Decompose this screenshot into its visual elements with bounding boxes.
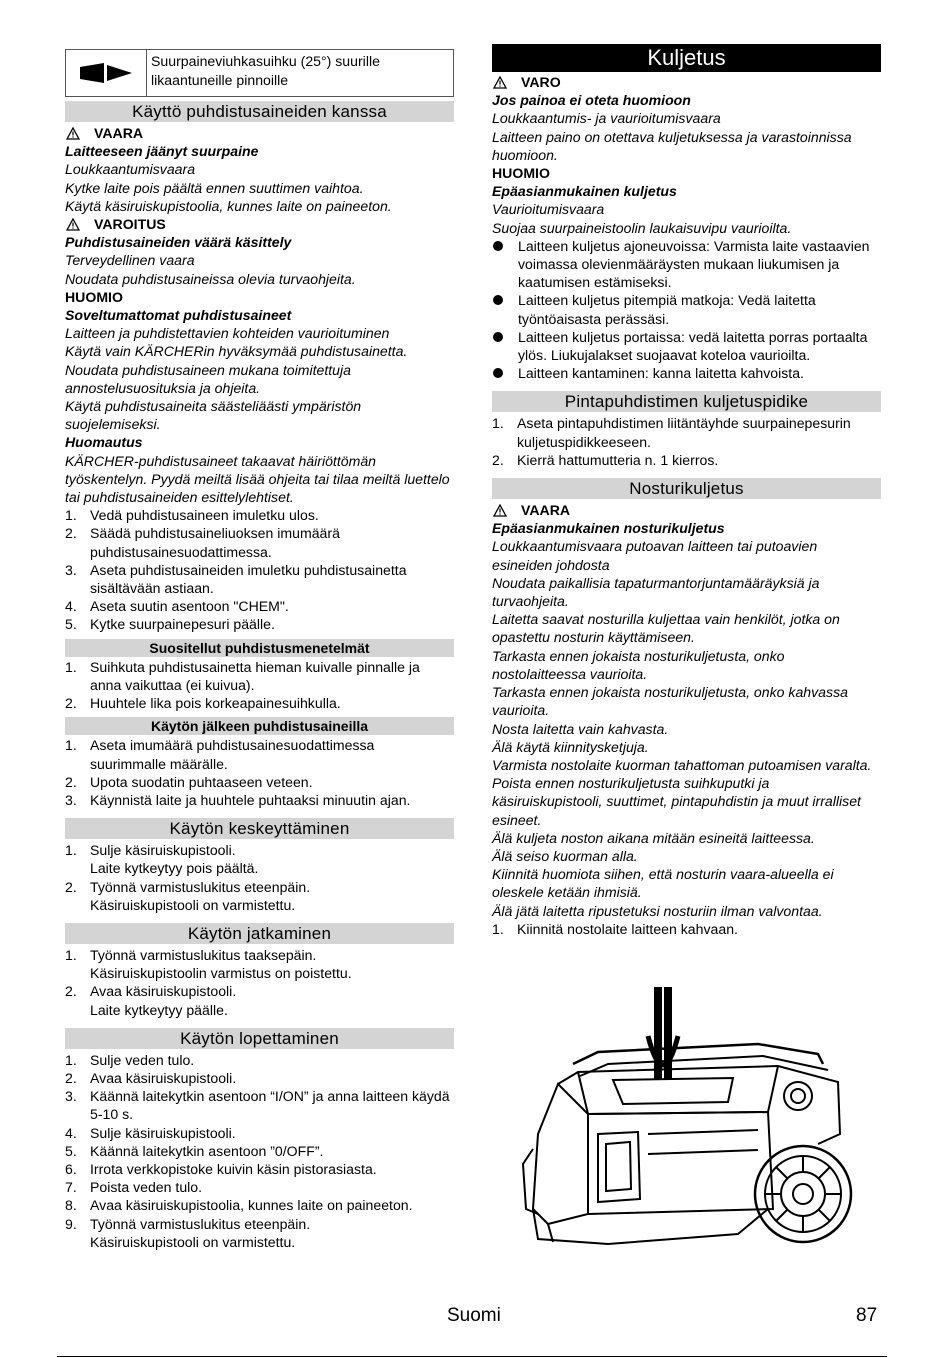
list-item: 1. Työnnä varmistuslukitus taaksepäin. Käsiruiskupistoolin varmistus on poistettu.	[65, 946, 352, 982]
notice-label: HUOMIO	[492, 165, 550, 182]
warning-text: Loukkaantumisvaara putoavan laitteen tai putoavien esineiden johdosta	[492, 538, 818, 573]
warning-text: Tarkasta ennen jokaista nosturikuljetusta, onko nostolaitteessa vaurioita.	[492, 647, 785, 682]
warning-heading: Laitteeseen jäänyt suurpaine	[65, 143, 259, 160]
list-item: 1. Aseta imumäärä puhdistusainesuodattimessa suurimmalle määrälle.	[65, 737, 375, 772]
notice-label: HUOMIO	[65, 288, 123, 305]
list-item: 5. Kytke suurpainepesuri päälle.	[65, 616, 275, 633]
bullet-item: Laitteen kuljetus portaissa: vedä laitetta porras portaalta ylös. Liukujalakset suojaavat koteloa vaurioilta.	[492, 328, 881, 364]
warning-text: Älä käytä kiinnitysketjuja.	[492, 738, 649, 755]
warning-text: Tarkasta ennen jokaista nosturikuljetusta, onko kahvassa vaurioita.	[492, 684, 848, 719]
warning-text: Älä seiso kuorman alla.	[492, 847, 638, 864]
list-item: 2. Upota suodatin puhtaaseen veteen.	[65, 773, 313, 790]
list-item: 2. Avaa käsiruiskupistooli.	[65, 1069, 237, 1086]
chapter-title-transport: Kuljetus	[492, 44, 881, 72]
notice-text: Käytä vain KÄRCHERin hyväksymää puhdistusainetta.	[65, 343, 408, 360]
warning-heading: Jos painoa ei oteta huomioon	[492, 92, 691, 109]
warning-text: Laitetta saavat nosturilla kuljettaa vain henkilöt, jotka on opastettu nosturin käyttämiseen.	[492, 611, 840, 646]
list-item: 3. Käännä laitekytkin asentoon “I/ON” ja anna laitteen käydä 5-10 s.	[65, 1088, 450, 1123]
list-item: 4. Sulje käsiruiskupistooli.	[65, 1124, 236, 1141]
warning-text: Laitteen paino on otettava kuljetuksessa ja varastoinnissa huomioon.	[492, 128, 852, 163]
warning-text: Noudata paikallisia tapaturmantorjuntamääräyksiä ja turvaohjeita.	[492, 574, 820, 610]
warning-text: Varmista nostolaite kuorman tahattoman putoamisen varalta.	[492, 756, 872, 773]
list-item: 1. Sulje käsiruiskupistooli. Laite kytkeytyy pois päältä.	[65, 842, 259, 877]
bullet-icon	[492, 328, 518, 364]
list-item: 2. Kierrä hattumutteria n. 1 kierros.	[492, 451, 719, 468]
notice-heading: Epäasianmukainen kuljetus	[492, 183, 677, 200]
section-title-holder: Pintapuhdistimen kuljetuspidike	[492, 391, 881, 412]
warning-triangle-icon	[66, 218, 80, 231]
notice-subtitle: Vaurioitumisvaara	[492, 201, 605, 218]
list-item: 8. Avaa käsiruiskupistoolia, kunnes laite on paineeton.	[65, 1197, 413, 1214]
left-column	[65, 44, 454, 1251]
section-title-interrupt: Käytön keskeyttäminen	[65, 818, 454, 839]
list-item: 2. Huuhtele lika pois korkeapainesuihkulla.	[65, 695, 341, 712]
nozzle-description: Suurpaineviuhkasuihku (25°) suurille likaantuneille pinnoille	[151, 53, 380, 88]
warning-danger: VAARA	[492, 501, 881, 519]
list-item: 1. Kiinnitä nostolaite laitteen kahvaan.	[492, 920, 738, 937]
fan-nozzle-icon	[66, 50, 147, 96]
crane-lifting-illustration	[518, 984, 858, 1252]
warning-heading: Epäasianmukainen nosturikuljetus	[492, 520, 725, 537]
warning-triangle-icon	[493, 76, 507, 89]
section-title-resume: Käytön jatkaminen	[65, 923, 454, 944]
warning-triangle-icon	[66, 127, 80, 140]
bullet-icon	[492, 291, 518, 327]
warning-text: Kiinnitä huomiota siihen, että nosturin vaara-alueella ei oleskele ketään ihmisiä.	[492, 866, 834, 901]
section-title-finish: Käytön lopettaminen	[65, 1028, 454, 1049]
bullet-item: Laitteen kantaminen: kanna laitetta kahvoista.	[492, 364, 881, 382]
warning-text: Kytke laite pois päältä ennen suuttimen vaihtoa.	[65, 179, 364, 196]
notice-text: Noudata puhdistusaineen mukana toimitettuja annostelusuosituksia ja ohjeita.	[65, 361, 351, 396]
warning-text: Nosta laitetta vain kahvasta.	[492, 720, 669, 737]
nozzle-table	[65, 49, 454, 97]
notice-text: Suojaa suurpaineistoolin laukaisuvipu vaurioilta.	[492, 219, 792, 236]
right-column	[492, 44, 881, 938]
list-item: 2. Säädä puhdistusaineliuoksen imumäärä puhdistusainesuodattimessa.	[65, 525, 340, 560]
bullet-item: Laitteen kuljetus pitempiä matkoja: Vedä laitetta työntöaisasta perässäsi.	[492, 291, 881, 327]
list-item: 2. Avaa käsiruiskupistooli. Laite kytkeytyy päälle.	[65, 983, 237, 1018]
note-text: KÄRCHER-puhdistusaineet takaavat häiriöttömän työskentelyn. Pyydä meiltä lisää ohjeita tai tilaa meiltä luettelo tai puhdistusaineiden esittelylehtiset.	[65, 452, 450, 506]
list-item: 1. Sulje veden tulo.	[65, 1051, 195, 1068]
list-item: 6. Irrota verkkopistoke kuivin käsin pistorasiasta.	[65, 1160, 377, 1177]
section-title-crane: Nosturikuljetus	[492, 478, 881, 499]
page-number: 87	[856, 1305, 878, 1326]
footer-language: Suomi	[447, 1305, 501, 1326]
footer-divider	[57, 1356, 887, 1357]
list-item: 1. Suihkuta puhdistusainetta hieman kuivalle pinnalle ja anna vaikuttaa (ei kuivua).	[65, 658, 420, 693]
notice-heading: Soveltumattomat puhdistusaineet	[65, 307, 292, 324]
list-item: 1. Vedä puhdistusaineen imuletku ulos.	[65, 507, 319, 524]
warning-caution: VARO	[492, 73, 881, 91]
bullet-icon	[492, 237, 518, 292]
warning-text: Älä kuljeta noston aikana mitään esineitä laitteessa.	[492, 829, 815, 846]
list-item: 2. Työnnä varmistuslukitus eteenpäin. Käsiruiskupistooli on varmistettu.	[65, 878, 311, 913]
warning-subtitle: Loukkaantumis- ja vaurioitumisvaara	[492, 110, 721, 127]
list-item: 3. Käynnistä laite ja huuhtele puhtaaksi minuutin ajan.	[65, 791, 411, 808]
warning-text: Poista ennen nosturikuljetusta suihkuputki ja käsiruiskupistooli, suuttimet, pintapuhdistin ja muut irralliset esineet.	[492, 775, 861, 828]
warning-subtitle: Loukkaantumisvaara	[65, 161, 196, 178]
bullet-icon	[492, 364, 518, 382]
note-label: Huomautus	[65, 434, 143, 451]
bullet-item: Laitteen kuljetus ajoneuvoissa: Varmista laite vastaavien voimassa olevienmääräysten mukaan liukumisen ja kaatumisen estämiseksi.	[492, 237, 881, 292]
list-item: 3. Aseta puhdistusaineiden imuletku puhdistusainetta sisältävään astiaan.	[65, 561, 407, 597]
warning-heading: Puhdistusaineiden väärä käsittely	[65, 234, 292, 251]
warning-text: Älä jätä laitetta ripustetuksi nosturiin ilman valvontaa.	[492, 902, 823, 919]
section-title-detergent: Käyttö puhdistusaineiden kanssa	[65, 101, 454, 122]
warning-danger: VAARA	[65, 124, 454, 142]
list-item: 5. Käännä laitekytkin asentoon ”0/OFF”.	[65, 1142, 324, 1159]
notice-text: Käytä puhdistusaineita säästeliäästi ympäristön suojelemiseksi.	[65, 398, 362, 433]
warning-subtitle: Terveydellinen vaara	[65, 252, 195, 269]
warning-caution: VAROITUS	[65, 215, 454, 233]
subsection-title-after-use: Käytön jälkeen puhdistusaineilla	[65, 717, 454, 735]
warning-text: Käytä käsiruiskupistoolia, kunnes laite on paineeton.	[65, 197, 392, 214]
list-item: 1. Aseta pintapuhdistimen liitäntäyhde suurpainepesurin kuljetuspidikkeeseen.	[492, 415, 851, 450]
list-item: 4. Aseta suutin asentoon "CHEM".	[65, 598, 289, 615]
notice-text: Laitteen ja puhdistettavien kohteiden vaurioituminen	[65, 325, 390, 342]
list-item: 9. Työnnä varmistuslukitus eteenpäin. Käsiruiskupistooli on varmistettu.	[65, 1215, 311, 1250]
warning-triangle-icon	[493, 504, 507, 517]
subsection-title-methods: Suositellut puhdistusmenetelmät	[65, 639, 454, 657]
warning-text: Noudata puhdistusaineissa olevia turvaohjeita.	[65, 270, 356, 287]
list-item: 7. Poista veden tulo.	[65, 1179, 203, 1196]
step-list	[65, 506, 454, 633]
